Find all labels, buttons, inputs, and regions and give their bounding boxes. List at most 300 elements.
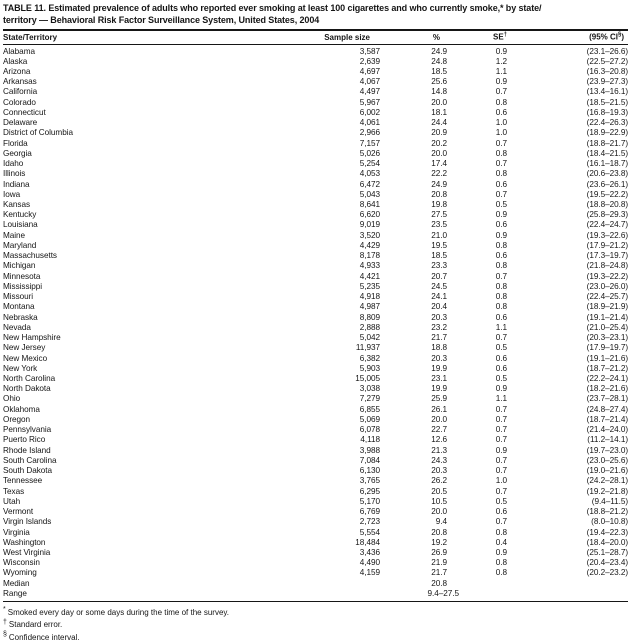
- cell-state: Colorado: [3, 97, 36, 107]
- cell-sample-size: 3,436: [359, 547, 380, 557]
- cell-confidence-interval: (21.0–25.4): [586, 322, 628, 332]
- cell-percent: 20.3: [431, 312, 447, 322]
- prevalence-table: [3, 29, 628, 601]
- cell-sample-size: 6,295: [359, 486, 380, 496]
- cell-percent: 23.1: [431, 374, 447, 383]
- cell-percent: 20.8: [431, 527, 447, 537]
- cell-sample-size: 4,067: [359, 77, 380, 87]
- cell-sample-size: 2,888: [359, 322, 380, 332]
- cell-confidence-interval: (20.4–23.4): [586, 558, 628, 568]
- cell-standard-error: 0.8: [495, 148, 507, 158]
- cell-confidence-interval: (19.2–21.8): [586, 486, 628, 496]
- cell-confidence-interval: (21.4–24.0): [586, 425, 628, 435]
- cell-standard-error: 0.8: [495, 302, 507, 312]
- cell-state: New Jersey: [3, 343, 46, 353]
- cell-percent: 19.2: [431, 537, 447, 547]
- cell-sample-size: 5,042: [359, 333, 380, 343]
- cell-state: New Hampshire: [3, 333, 61, 343]
- cell-confidence-interval: (17.3–19.7): [586, 251, 628, 261]
- cell-confidence-interval: (18.8–21.7): [586, 138, 628, 148]
- cell-percent: 18.1: [431, 107, 447, 117]
- table-row: [3, 98, 628, 108]
- table-row: [3, 292, 628, 302]
- table-row: [3, 108, 628, 118]
- cell-percent: 21.0: [431, 230, 447, 240]
- table-row: [3, 435, 628, 445]
- cell-standard-error: 0.8: [495, 281, 507, 291]
- cell-sample-size: 5,235: [359, 281, 380, 291]
- cell-confidence-interval: (22.4–25.7): [586, 292, 628, 302]
- cell-percent: 20.8: [431, 189, 447, 199]
- cell-percent: 27.5: [431, 210, 447, 220]
- cell-state: Tennessee: [3, 476, 43, 486]
- cell-state: Montana: [3, 302, 35, 312]
- ci-label: (95% CI: [589, 33, 618, 43]
- cell-sample-size: 8,178: [359, 251, 380, 261]
- cell-state: Kentucky: [3, 210, 37, 220]
- cell-state: Nevada: [3, 322, 31, 332]
- cell-confidence-interval: (23.0–25.6): [586, 455, 628, 465]
- cell-confidence-interval: (18.8–21.2): [586, 507, 628, 517]
- footnote-symbol: §: [3, 631, 7, 639]
- cell-percent: 20.2: [431, 138, 447, 148]
- cell-sample-size: [253, 589, 380, 601]
- cell-state: Virginia: [3, 527, 30, 537]
- cell-standard-error: 0.6: [495, 507, 507, 517]
- cell-percent: 9.4: [435, 517, 447, 527]
- cell-confidence-interval: (16.8–19.3): [586, 107, 628, 117]
- cell-sample-size: 4,053: [359, 169, 380, 179]
- cell-state: Massachusetts: [3, 251, 57, 261]
- cell-standard-error: 0.6: [495, 107, 507, 117]
- cell-state: Alabama: [3, 46, 35, 56]
- cell-standard-error: 0.7: [495, 425, 507, 435]
- table-row: [3, 159, 628, 169]
- cell-percent: 19.5: [431, 240, 447, 250]
- cell-state: Illinois: [3, 169, 26, 179]
- cell-standard-error: 0.8: [495, 568, 507, 578]
- cell-standard-error: 0.4: [495, 537, 507, 547]
- cell-standard-error: 0.6: [495, 363, 507, 373]
- cell-state: District of Columbia: [3, 128, 73, 138]
- table-row: [3, 446, 628, 456]
- table-row: [3, 384, 628, 394]
- footnote-text: Standard error.: [8, 620, 63, 630]
- cell-sample-size: 5,903: [359, 363, 380, 373]
- title-line-1: TABLE 11. Estimated prevalence of adults who reported ever smoking at least 100 cigarettes and who currently smoke,* by state/: [3, 3, 542, 13]
- cell-percent: 26.2: [431, 476, 447, 486]
- cell-percent: 24.9: [431, 179, 447, 189]
- cell-percent: 20.0: [431, 97, 447, 107]
- footnote: [3, 618, 628, 630]
- cell-state: Delaware: [3, 118, 38, 128]
- table-row: [3, 333, 628, 343]
- cell-state: Indiana: [3, 179, 30, 189]
- cell-standard-error: 0.5: [495, 200, 507, 210]
- cell-confidence-interval: (16.1–18.7): [586, 159, 628, 169]
- cell-confidence-interval: [507, 579, 628, 589]
- header-row: [3, 30, 628, 44]
- cell-percent: 25.9: [431, 394, 447, 404]
- table-row: [3, 169, 628, 179]
- cell-standard-error: 1.1: [495, 66, 507, 76]
- cell-state: Alaska: [3, 56, 28, 66]
- table-row: [3, 405, 628, 415]
- cell-standard-error: 0.8: [495, 558, 507, 568]
- cell-sample-size: 7,279: [359, 394, 380, 404]
- cell-confidence-interval: (23.9–27.3): [586, 77, 628, 87]
- cell-standard-error: 0.7: [495, 435, 507, 445]
- cell-confidence-interval: (18.5–21.5): [586, 97, 628, 107]
- cell-standard-error: 0.7: [495, 271, 507, 281]
- cell-standard-error: 0.8: [495, 240, 507, 250]
- cell-sample-size: 8,809: [359, 312, 380, 322]
- cell-standard-error: 0.6: [495, 353, 507, 363]
- table-row: [3, 538, 628, 548]
- cell-sample-size: 3,038: [359, 384, 380, 394]
- table-row: [3, 282, 628, 292]
- cell-standard-error: 1.0: [495, 118, 507, 128]
- cell-confidence-interval: (19.0–21.6): [586, 466, 628, 476]
- cell-sample-size: 8,641: [359, 200, 380, 210]
- column-header-sample-size: Sample size: [253, 30, 380, 44]
- cell-sample-size: 5,026: [359, 148, 380, 158]
- cell-confidence-interval: (17.9–21.2): [586, 240, 628, 250]
- cell-percent: 14.8: [431, 87, 447, 97]
- cell-standard-error: 0.9: [495, 46, 507, 56]
- cell-standard-error: 0.8: [495, 97, 507, 107]
- footnote-symbol: †: [3, 618, 7, 626]
- cell-sample-size: 2,723: [359, 517, 380, 527]
- cell-state: Arizona: [3, 66, 31, 76]
- cell-percent: 20.9: [431, 128, 447, 138]
- cell-percent: 18.5: [431, 251, 447, 261]
- cell-state: Pennsylvania: [3, 425, 52, 435]
- cell-standard-error: 0.9: [495, 77, 507, 87]
- cell-standard-error: 0.7: [495, 189, 507, 199]
- footnote-symbol: *: [3, 606, 6, 614]
- cell-state: Minnesota: [3, 271, 41, 281]
- cell-percent: 20.3: [431, 353, 447, 363]
- cell-confidence-interval: (19.1–21.6): [586, 353, 628, 363]
- cell-sample-size: 4,497: [359, 87, 380, 97]
- table-row: [3, 251, 628, 261]
- table-row: [3, 568, 628, 578]
- cell-percent: 23.5: [431, 220, 447, 230]
- cell-state: Ohio: [3, 394, 21, 404]
- cell-percent: 18.5: [431, 66, 447, 76]
- table-row: [3, 425, 628, 435]
- cell-sample-size: 2,639: [359, 56, 380, 66]
- cell-percent: 21.7: [431, 568, 447, 578]
- table-row: [3, 180, 628, 190]
- cell-sample-size: 9,019: [359, 220, 380, 230]
- cell-percent: 21.9: [431, 558, 447, 568]
- cell-percent: 26.9: [431, 547, 447, 557]
- cell-confidence-interval: (24.8–27.4): [586, 404, 628, 414]
- cell-percent: 17.4: [431, 159, 447, 169]
- cell-standard-error: 0.9: [495, 230, 507, 240]
- cell-standard-error: 0.5: [495, 374, 507, 383]
- cell-sample-size: 6,472: [359, 179, 380, 189]
- cell-state: Wisconsin: [3, 558, 40, 568]
- cell-standard-error: 0.5: [495, 496, 507, 506]
- cell-percent: 20.0: [431, 507, 447, 517]
- cell-sample-size: 5,043: [359, 189, 380, 199]
- column-header-state-territory: State/Territory: [3, 30, 253, 44]
- cell-standard-error: 0.8: [495, 169, 507, 179]
- column-header-percent: %: [380, 30, 447, 44]
- cell-percent: 19.9: [431, 363, 447, 373]
- table-row: [3, 558, 628, 568]
- cell-standard-error: 0.8: [495, 292, 507, 302]
- table-row: [3, 364, 628, 374]
- table-row: [3, 128, 628, 138]
- cell-state: Idaho: [3, 159, 24, 169]
- cell-sample-size: 4,118: [360, 435, 380, 445]
- cell-standard-error: 0.7: [495, 159, 507, 169]
- cell-state: New York: [3, 363, 38, 373]
- cell-percent: 23.3: [431, 261, 447, 271]
- cell-state: Maine: [3, 230, 26, 240]
- cell-confidence-interval: [507, 589, 628, 601]
- cell-state: Florida: [3, 138, 28, 148]
- cell-confidence-interval: (18.8–20.8): [586, 200, 628, 210]
- cell-standard-error: 0.8: [495, 261, 507, 271]
- table-row: [3, 200, 628, 210]
- cell-sample-size: 3,988: [359, 445, 380, 455]
- cell-confidence-interval: (20.6–23.8): [586, 169, 628, 179]
- cell-state: Arkansas: [3, 77, 37, 87]
- table-row: [3, 149, 628, 159]
- cell-standard-error: 0.9: [495, 445, 507, 455]
- table-row: [3, 77, 628, 87]
- table-row: [3, 87, 628, 97]
- cell-standard-error: 0.7: [495, 333, 507, 343]
- cell-standard-error: 0.6: [495, 220, 507, 230]
- cell-state: Oregon: [3, 414, 31, 424]
- cell-sample-size: 6,769: [359, 507, 380, 517]
- column-header-confidence-interval: [507, 30, 628, 44]
- cell-standard-error: 0.7: [495, 455, 507, 465]
- cell-percent: 21.7: [431, 333, 447, 343]
- cell-confidence-interval: (16.3–20.8): [586, 66, 628, 76]
- table-row: [3, 118, 628, 128]
- cell-sample-size: 4,159: [359, 568, 380, 578]
- cell-percent: 22.7: [431, 425, 447, 435]
- cell-state: Kansas: [3, 200, 31, 210]
- table-row: [3, 261, 628, 271]
- cell-sample-size: 4,918: [359, 292, 380, 302]
- cell-sample-size: 4,061: [359, 118, 380, 128]
- summary-row: [3, 579, 628, 589]
- cell-standard-error: 0.6: [495, 179, 507, 189]
- table-title: [3, 3, 635, 26]
- cell-sample-size: 4,421: [359, 271, 380, 281]
- cell-sample-size: 4,933: [359, 261, 380, 271]
- cell-state: Utah: [3, 496, 21, 506]
- cell-confidence-interval: (19.5–22.2): [586, 189, 628, 199]
- cell-sample-size: 5,554: [359, 527, 380, 537]
- cell-summary-label: Range: [3, 588, 27, 598]
- table-row: [3, 394, 628, 404]
- cell-sample-size: 3,520: [359, 230, 380, 240]
- cell-percent: 10.5: [431, 496, 447, 506]
- table-row: [3, 476, 628, 486]
- cell-standard-error: 0.9: [495, 384, 507, 394]
- cell-sample-size: 5,170: [359, 496, 380, 506]
- cell-sample-size: 3,587: [359, 46, 380, 56]
- cell-standard-error: 0.7: [495, 517, 507, 527]
- cell-sample-size: 11,937: [355, 343, 380, 353]
- cell-standard-error: 1.1: [495, 394, 507, 404]
- cell-sample-size: 7,084: [359, 455, 380, 465]
- cell-confidence-interval: (20.2–23.2): [586, 568, 628, 578]
- cell-confidence-interval: (9.4–11.5): [591, 496, 628, 506]
- cell-percent: 19.9: [431, 384, 447, 394]
- cell-sample-size: 3,765: [359, 476, 380, 486]
- cell-state: North Carolina: [3, 374, 56, 383]
- cell-percent: 24.3: [431, 455, 447, 465]
- table-row: [3, 354, 628, 364]
- table-row: [3, 231, 628, 241]
- table-row: [3, 415, 628, 425]
- table-row: [3, 302, 628, 312]
- cell-confidence-interval: (21.8–24.8): [586, 261, 628, 271]
- cell-confidence-interval: (8.0–10.8): [591, 517, 628, 527]
- cell-percent: 22.2: [431, 169, 447, 179]
- cell-state: Connecticut: [3, 107, 46, 117]
- footnote: [3, 605, 628, 617]
- cell-confidence-interval: (18.4–20.0): [586, 537, 628, 547]
- cell-standard-error: [447, 579, 507, 589]
- table-row: [3, 487, 628, 497]
- cell-standard-error: 0.7: [495, 486, 507, 496]
- cell-sample-size: 6,620: [359, 210, 380, 220]
- cell-state: Washington: [3, 537, 46, 547]
- cell-state: Georgia: [3, 148, 32, 158]
- cell-state: West Virginia: [3, 547, 51, 557]
- se-label: SE: [492, 33, 504, 43]
- cell-confidence-interval: (23.6–26.1): [586, 179, 628, 189]
- cell-percent: 20.0: [431, 148, 447, 158]
- cell-standard-error: 0.7: [495, 87, 507, 97]
- cell-standard-error: 1.0: [495, 476, 507, 486]
- table-row: [3, 313, 628, 323]
- cell-standard-error: 0.7: [495, 138, 507, 148]
- table-row: [3, 507, 628, 517]
- cell-confidence-interval: (19.7–23.0): [586, 445, 628, 455]
- table-row: [3, 497, 628, 507]
- cell-sample-size: [253, 579, 380, 589]
- table-row: [3, 241, 628, 251]
- cell-percent: 24.8: [431, 56, 447, 66]
- footnote-text: Confidence interval.: [8, 632, 80, 642]
- cell-sample-size: 4,987: [359, 302, 380, 312]
- cell-confidence-interval: (18.9–21.9): [586, 302, 628, 312]
- cell-confidence-interval: (22.2–24.1): [586, 374, 628, 383]
- table-row: [3, 323, 628, 333]
- cell-state: South Dakota: [3, 466, 53, 476]
- cell-confidence-interval: (19.1–21.4): [586, 312, 628, 322]
- cell-sample-size: 6,382: [359, 353, 380, 363]
- table-row: [3, 374, 628, 384]
- section-symbol: §: [617, 32, 622, 39]
- table-row: [3, 456, 628, 466]
- cell-standard-error: 0.9: [495, 210, 507, 220]
- footnote: [3, 630, 628, 642]
- cell-confidence-interval: (18.4–21.5): [586, 148, 628, 158]
- cell-confidence-interval: (19.3–22.2): [586, 271, 628, 281]
- cell-confidence-interval: (13.4–16.1): [586, 87, 628, 97]
- title-line-2: territory — Behavioral Risk Factor Surveillance System, United States, 2004: [3, 14, 320, 25]
- table-row: [3, 210, 628, 220]
- cell-state: Wyoming: [3, 568, 37, 578]
- cell-percent: 20.5: [431, 486, 447, 496]
- cell-state: Vermont: [3, 507, 34, 517]
- cell-standard-error: 0.7: [495, 404, 507, 414]
- table-row: [3, 466, 628, 476]
- dagger-symbol: †: [503, 32, 507, 39]
- cell-confidence-interval: (25.8–29.3): [586, 210, 628, 220]
- column-header-standard-error: [447, 30, 507, 44]
- cell-standard-error: 0.6: [495, 312, 507, 322]
- footnotes: [3, 601, 628, 642]
- table-row: [3, 67, 628, 77]
- cell-sample-size: 18,484: [355, 537, 380, 547]
- cell-sample-size: 2,966: [359, 128, 380, 138]
- cell-percent: 20.8: [431, 578, 447, 588]
- cell-sample-size: 6,078: [359, 425, 380, 435]
- cell-percent: 18.8: [431, 343, 447, 353]
- cell-sample-size: 6,002: [359, 107, 380, 117]
- table-row: [3, 548, 628, 558]
- table-row: [3, 220, 628, 230]
- table-row: [3, 343, 628, 353]
- cell-state: Iowa: [3, 189, 21, 199]
- cell-confidence-interval: (23.7–28.1): [586, 394, 628, 404]
- table-row: [3, 528, 628, 538]
- cell-standard-error: 0.7: [495, 466, 507, 476]
- cell-confidence-interval: (22.4–24.7): [586, 220, 628, 230]
- cell-confidence-interval: (18.7–21.4): [586, 414, 628, 424]
- cell-percent: 20.0: [431, 414, 447, 424]
- footnote-text: Smoked every day or some days during the time of the survey.: [7, 607, 230, 617]
- cell-state: Nebraska: [3, 312, 38, 322]
- cell-summary-label: Median: [3, 578, 30, 588]
- cell-sample-size: 5,069: [359, 414, 380, 424]
- cell-confidence-interval: (22.5–27.2): [586, 56, 628, 66]
- cell-state: Virgin Islands: [3, 517, 52, 527]
- cell-confidence-interval: (20.3–23.1): [586, 333, 628, 343]
- cell-confidence-interval: (18.7–21.2): [586, 363, 628, 373]
- cell-confidence-interval: (23.1–26.6): [586, 46, 628, 56]
- cell-sample-size: 4,490: [359, 558, 380, 568]
- table-row: [3, 44, 628, 57]
- cell-standard-error: 0.5: [495, 343, 507, 353]
- cell-confidence-interval: (17.9–19.7): [586, 343, 628, 353]
- cell-percent: 24.1: [431, 292, 447, 302]
- cell-confidence-interval: (25.1–28.7): [586, 547, 628, 557]
- cell-percent: 24.9: [431, 46, 447, 56]
- table-row: [3, 272, 628, 282]
- table-row: [3, 57, 628, 67]
- cell-sample-size: 4,697: [359, 66, 380, 76]
- table-row: [3, 190, 628, 200]
- cell-state: Mississippi: [3, 281, 43, 291]
- cell-state: Maryland: [3, 240, 37, 250]
- cell-state: Rhode Island: [3, 445, 51, 455]
